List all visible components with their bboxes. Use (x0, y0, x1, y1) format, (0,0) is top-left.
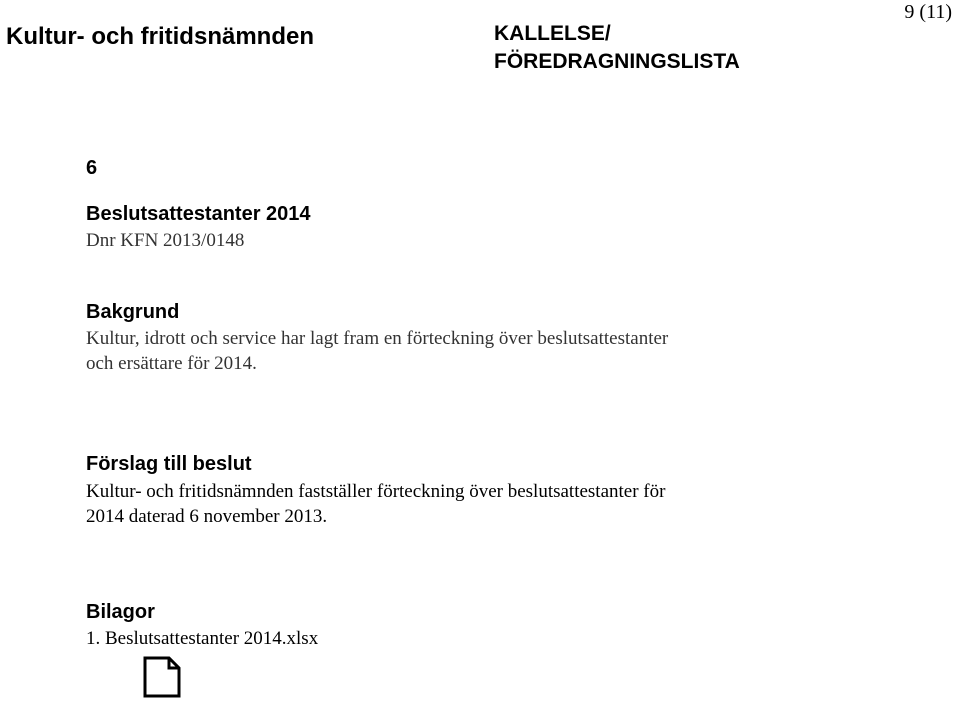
bilagor-heading: Bilagor (86, 601, 155, 623)
item-title: Beslutsattestanter 2014 (86, 203, 311, 225)
page-number: 9 (11) (904, 1, 952, 23)
attachment-link[interactable]: 1. Beslutsattestanter 2014.xlsx (86, 628, 319, 649)
forslag-line1: Kultur- och fritidsnämnden fastställer förteckning över beslutsattestanter för (86, 481, 666, 502)
bakgrund-heading: Bakgrund (86, 301, 180, 323)
document-icon-graphic (142, 656, 182, 698)
document-type-line2: FÖREDRAGNINGSLISTA (494, 50, 740, 73)
forslag-heading: Förslag till beslut (86, 453, 252, 475)
bakgrund-line2: och ersättare för 2014. (86, 353, 257, 374)
item-number: 6 (86, 157, 98, 179)
organization-name: Kultur- och fritidsnämnden (6, 23, 314, 50)
forslag-line2: 2014 daterad 6 november 2013. (86, 506, 328, 527)
document-icon[interactable] (142, 656, 182, 703)
item-dnr: Dnr KFN 2013/0148 (86, 230, 245, 251)
bakgrund-text (86, 326, 668, 376)
document-type-line1: KALLELSE/ (494, 22, 611, 45)
forslag-text (86, 479, 665, 529)
document-type (494, 20, 740, 76)
bakgrund-line1: Kultur, idrott och service har lagt fram en förteckning över beslutsattestanter (86, 328, 669, 349)
